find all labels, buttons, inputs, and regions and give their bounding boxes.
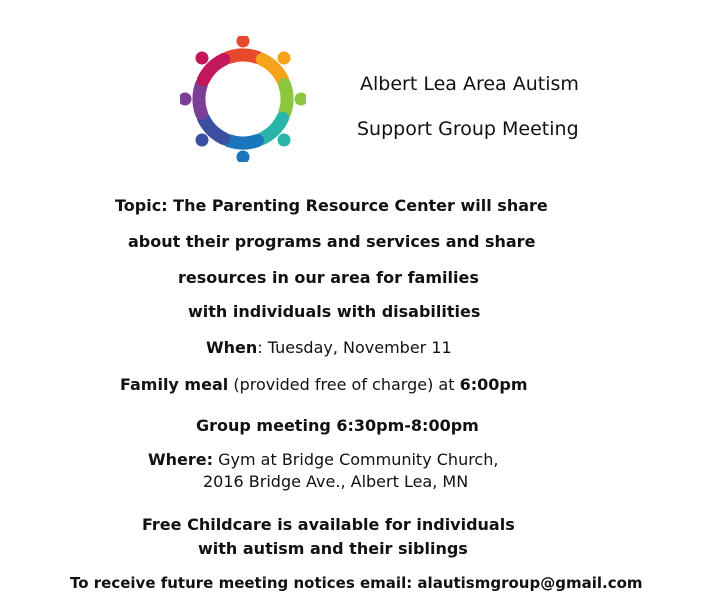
where-line xyxy=(148,450,498,470)
where-value: Gym at Bridge Community Church, xyxy=(213,450,499,469)
when-value: : Tuesday, November 11 xyxy=(257,338,452,357)
logo-person-body xyxy=(199,85,201,114)
logo-person-body xyxy=(229,55,258,57)
logo-person-body xyxy=(285,85,287,114)
meal-label: Family meal xyxy=(120,375,229,394)
topic-line-3: resources in our area for families xyxy=(178,268,479,287)
childcare-line-1: Free Childcare is available for individuals xyxy=(142,515,515,534)
header-title-line-2: Support Group Meeting xyxy=(357,118,579,140)
logo-person-head xyxy=(278,134,291,147)
logo-person-body xyxy=(229,141,258,143)
meal-time: 6:00pm xyxy=(459,375,528,394)
meal-line xyxy=(120,375,527,395)
meeting-line: Group meeting 6:30pm-8:00pm xyxy=(196,416,479,435)
topic-line-2: about their programs and services and share xyxy=(128,232,536,251)
where-label: Where: xyxy=(148,450,214,469)
meal-value: (provided free of charge) at xyxy=(228,375,460,394)
logo-person-head xyxy=(237,36,250,48)
when-line xyxy=(206,338,452,358)
logo-person-head xyxy=(180,93,192,106)
logo-person-head xyxy=(195,51,208,64)
logo-person-head xyxy=(195,134,208,147)
when-label: When xyxy=(206,338,258,357)
people-circle-logo xyxy=(180,36,306,162)
footer-email-notice: To receive future meeting notices email: alautismgroup@gmail.com xyxy=(70,574,643,592)
header-title-line-1: Albert Lea Area Autism xyxy=(360,73,579,95)
where-address: 2016 Bridge Ave., Albert Lea, MN xyxy=(203,472,469,491)
topic-line-4: with individuals with disabilities xyxy=(188,302,481,321)
childcare-line-2: with autism and their siblings xyxy=(198,539,468,558)
logo-person-head xyxy=(237,151,250,163)
topic-line-1: Topic: The Parenting Resource Center will share xyxy=(115,196,548,215)
logo-person-head xyxy=(278,51,291,64)
logo-person-head xyxy=(295,93,307,106)
